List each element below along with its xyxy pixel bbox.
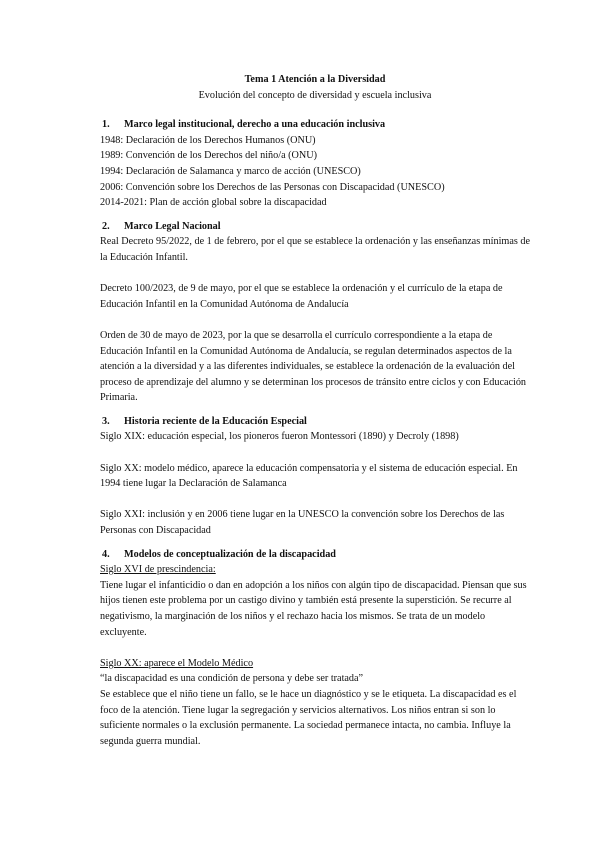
document-content [100,72,530,757]
section-number: 1. [102,119,110,131]
section-marco-legal-institucional [100,117,530,211]
section-heading-text: Marco legal institucional, derecho a una educación inclusiva [124,119,386,131]
section-number: 3. [102,415,110,427]
paragraph: Real Decreto 95/2022, de 1 de febrero, por el que se establece la ordenación y las enseñanzas mínimas de la Educación Infantil. [100,236,530,263]
list-item: 1994: Declaración de Salamanca y marco de acción (UNESCO) [100,165,361,177]
section-heading [100,547,530,563]
paragraph: Siglo XXI: inclusión y en 2006 tiene lugar en la UNESCO la convención sobre los Derechos de las Personas con Discapacidad [100,509,505,537]
paragraph: Siglo XX: modelo médico, aparece la educación compensatoria y el sistema de educación especial. En 1994 tiene lugar la Declaración de Salamanca [100,462,518,490]
paragraph: Tiene lugar el infanticidio o dan en adopción a los niños con algún tipo de discapacidad. Piensan que sus hijos tienen este problema por un castigo divino y también está presente la superstición. Se recurre al negativismo, la marginación de los niños y el rechazo hacia los mismos. Se trata de un modelo excluyente. [100,579,527,638]
paragraph: Siglo XIX: educación especial, los pioneros fueron Montessori (1890) y Decroly (1898) [100,431,459,443]
list-item: 1989: Convención de los Derechos del niño/a (ONU) [100,150,318,162]
section-number: 2. [102,220,110,232]
section-historia-educacion-especial [100,414,530,539]
section-heading [100,219,530,235]
section-heading-text: Modelos de conceptualización de la discapacidad [124,548,336,560]
section-modelos-discapacidad [100,547,530,750]
section-number: 4. [102,548,110,560]
subsection-label: Siglo XVI de prescindencia: [100,564,216,576]
subsection-label: Siglo XX: aparece el Modelo Médico [100,657,254,669]
section-heading [100,117,530,133]
paragraph: Decreto 100/2023, de 9 de mayo, por el que se establece la ordenación y el currículo de la etapa de Educación Infantil en la Comunidad Autónoma de Andalucía [100,283,503,310]
document-title: Tema 1 Atención a la Diversidad [244,74,386,85]
section-marco-legal-nacional [100,219,530,406]
section-heading-text: Marco Legal Nacional [124,220,221,232]
paragraph: Se establece que el niño tiene un fallo, se le hace un diagnóstico y se le etiqueta. La discapacidad es el foco de la atención. Tiene lugar la segregación y servicios alternativos. Los niños entran si son lo suficiente normales o la exclusión permanente. La sociedad permanece intacta, no cambia. Influye la segunda guerra mundial. [100,688,517,747]
list-item: 2006: Convención sobre los Derechos de las Personas con Discapacidad (UNESCO) [100,181,445,193]
quote: “la discapacidad es una condición de persona y debe ser tratada” [100,673,364,685]
section-heading-text: Historia reciente de la Educación Especial [124,415,307,427]
paragraph: Orden de 30 de mayo de 2023, por la que se desarrolla el currículo correspondiente a la etapa de Educación Infantil en la Comunidad Autónoma de Andalucía, se regulan determinados aspectos de la atención a la diversidad y a las diferentes individuales, se establece la ordenación de la evaluación del proceso de aprendizaje del alumno y se determinan los procesos de tránsito entre ciclos y con Educación Primaria. [100,329,527,404]
list-item: 1948: Declaración de los Derechos Humanos (ONU) [100,134,316,146]
section-heading [100,414,530,430]
document-subtitle: Evolución del concepto de diversidad y escuela inclusiva [198,89,432,101]
list-item: 2014-2021: Plan de acción global sobre la discapacidad [100,197,327,209]
